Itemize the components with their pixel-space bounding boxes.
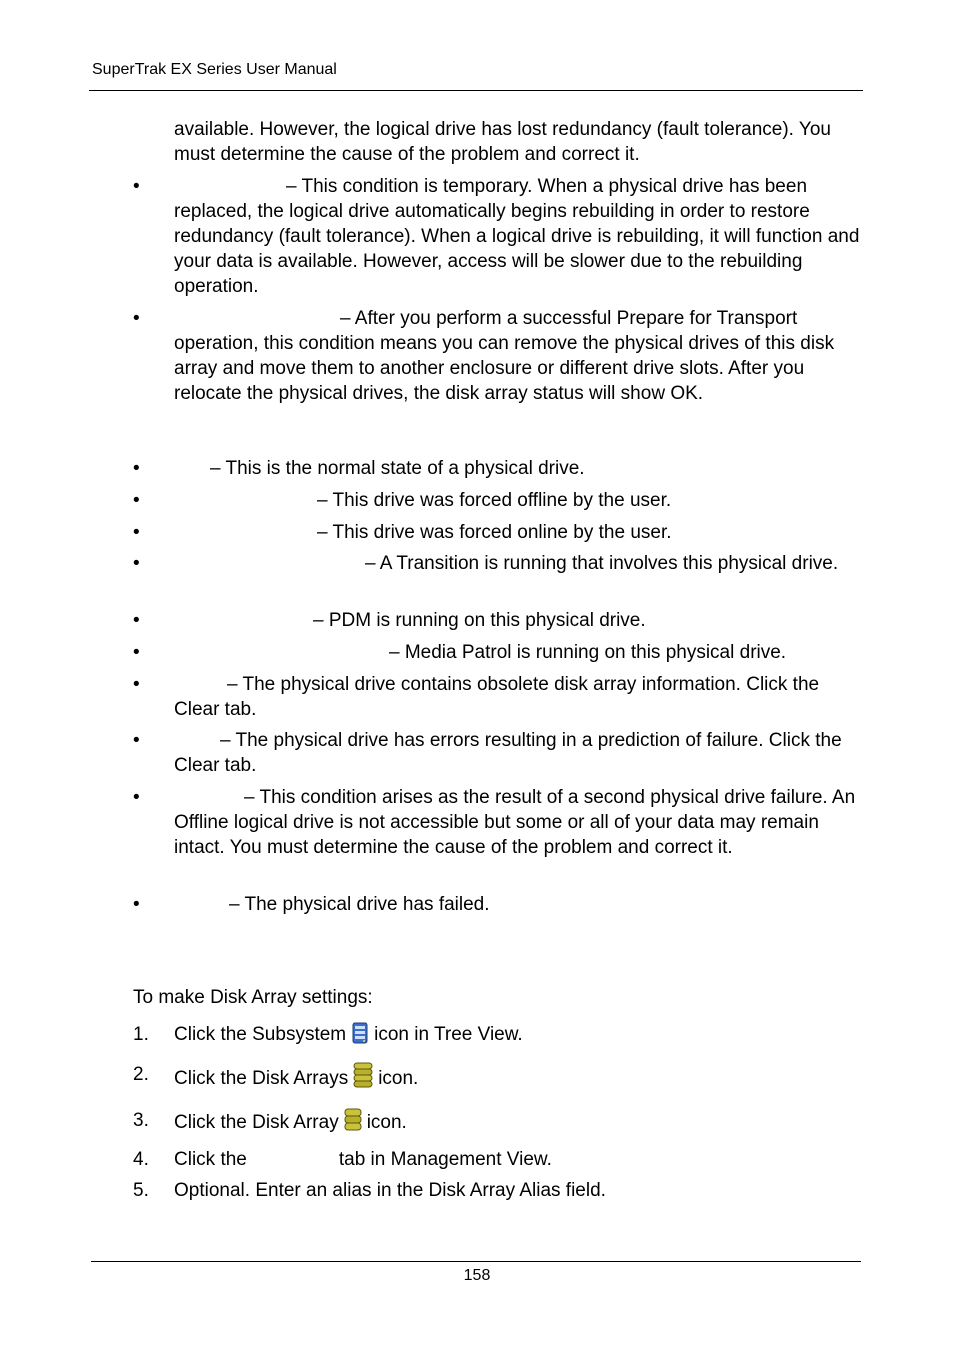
step-number: 1. bbox=[133, 1024, 149, 1045]
bullet-marker: • bbox=[133, 610, 140, 631]
bullet-marker: • bbox=[133, 642, 140, 663]
drive-status-item: – This condition arises as the result of a second physical drive failure. An Offline logical drive is not accessible but some or all of your data may remain intact. You must determine the cause of the problem and correct it. bbox=[174, 787, 856, 858]
bullet-marker: • bbox=[133, 894, 140, 915]
bullet-marker: • bbox=[133, 458, 140, 479]
step-number: 4. bbox=[133, 1149, 149, 1170]
array-status-rebuilding: – This condition is temporary. When a physical drive has been replaced, the logical drive automatically begins rebuilding in order to restore redundancy (fault tolerance). When a logical drive is rebuilding, it will function and your data is available. However, access will be slower due to the rebuilding operation. bbox=[174, 176, 860, 297]
intro-paragraph: available. However, the logical drive has lost redundancy (fault tolerance). You must determine the cause of the problem and correct it. bbox=[174, 119, 831, 165]
bullet-marker: • bbox=[133, 730, 140, 751]
page-number: 158 bbox=[463, 1267, 491, 1284]
step-1: Click the Subsystem icon in Tree View. bbox=[174, 1022, 523, 1051]
step-number: 3. bbox=[133, 1110, 149, 1131]
disk-array-icon bbox=[343, 1108, 363, 1139]
footer-rule bbox=[91, 1261, 861, 1262]
step-5: Optional. Enter an alias in the Disk Array Alias field. bbox=[174, 1180, 606, 1201]
drive-status-item: – Media Patrol is running on this physical drive. bbox=[389, 642, 787, 663]
step-number: 2. bbox=[133, 1064, 149, 1085]
step-3: Click the Disk Array icon. bbox=[174, 1108, 407, 1139]
drive-status-item: – This drive was forced online by the user. bbox=[317, 522, 672, 543]
page-header-title: SuperTrak EX Series User Manual bbox=[92, 61, 337, 78]
drive-status-item: – The physical drive has errors resulting in a prediction of failure. Click the Clear tab. bbox=[174, 730, 842, 776]
array-status-transport-ready: – After you perform a successful Prepare for Transport operation, this condition means you can remove the physical drives of this disk array and move them to another enclosure or different drive slots. After you relocate the physical drives, the disk array status will show OK. bbox=[174, 308, 835, 404]
bullet-marker: • bbox=[133, 490, 140, 511]
step-number: 5. bbox=[133, 1180, 149, 1201]
drive-status-item: – The physical drive has failed. bbox=[229, 894, 490, 915]
bullet-marker: • bbox=[133, 553, 140, 574]
bullet-marker: • bbox=[133, 308, 140, 329]
drive-status-item: – The physical drive contains obsolete disk array information. Click the Clear tab. bbox=[174, 674, 820, 720]
drive-status-item: – PDM is running on this physical drive. bbox=[313, 610, 646, 631]
subsystem-icon bbox=[350, 1022, 370, 1051]
bullet-marker: • bbox=[133, 787, 140, 808]
drive-status-item: – This is the normal state of a physical drive. bbox=[210, 458, 585, 479]
step-2: Click the Disk Arrays icon. bbox=[174, 1062, 418, 1095]
bullet-marker: • bbox=[133, 176, 140, 197]
header-rule bbox=[89, 90, 863, 91]
settings-intro: To make Disk Array settings: bbox=[133, 987, 373, 1008]
disk-arrays-icon bbox=[352, 1062, 374, 1095]
step-4: Click the tab in Management View. bbox=[174, 1149, 552, 1170]
bullet-marker: • bbox=[133, 674, 140, 695]
bullet-marker: • bbox=[133, 522, 140, 543]
drive-status-item: – A Transition is running that involves this physical drive. bbox=[365, 553, 839, 574]
drive-status-item: – This drive was forced offline by the user. bbox=[317, 490, 672, 511]
